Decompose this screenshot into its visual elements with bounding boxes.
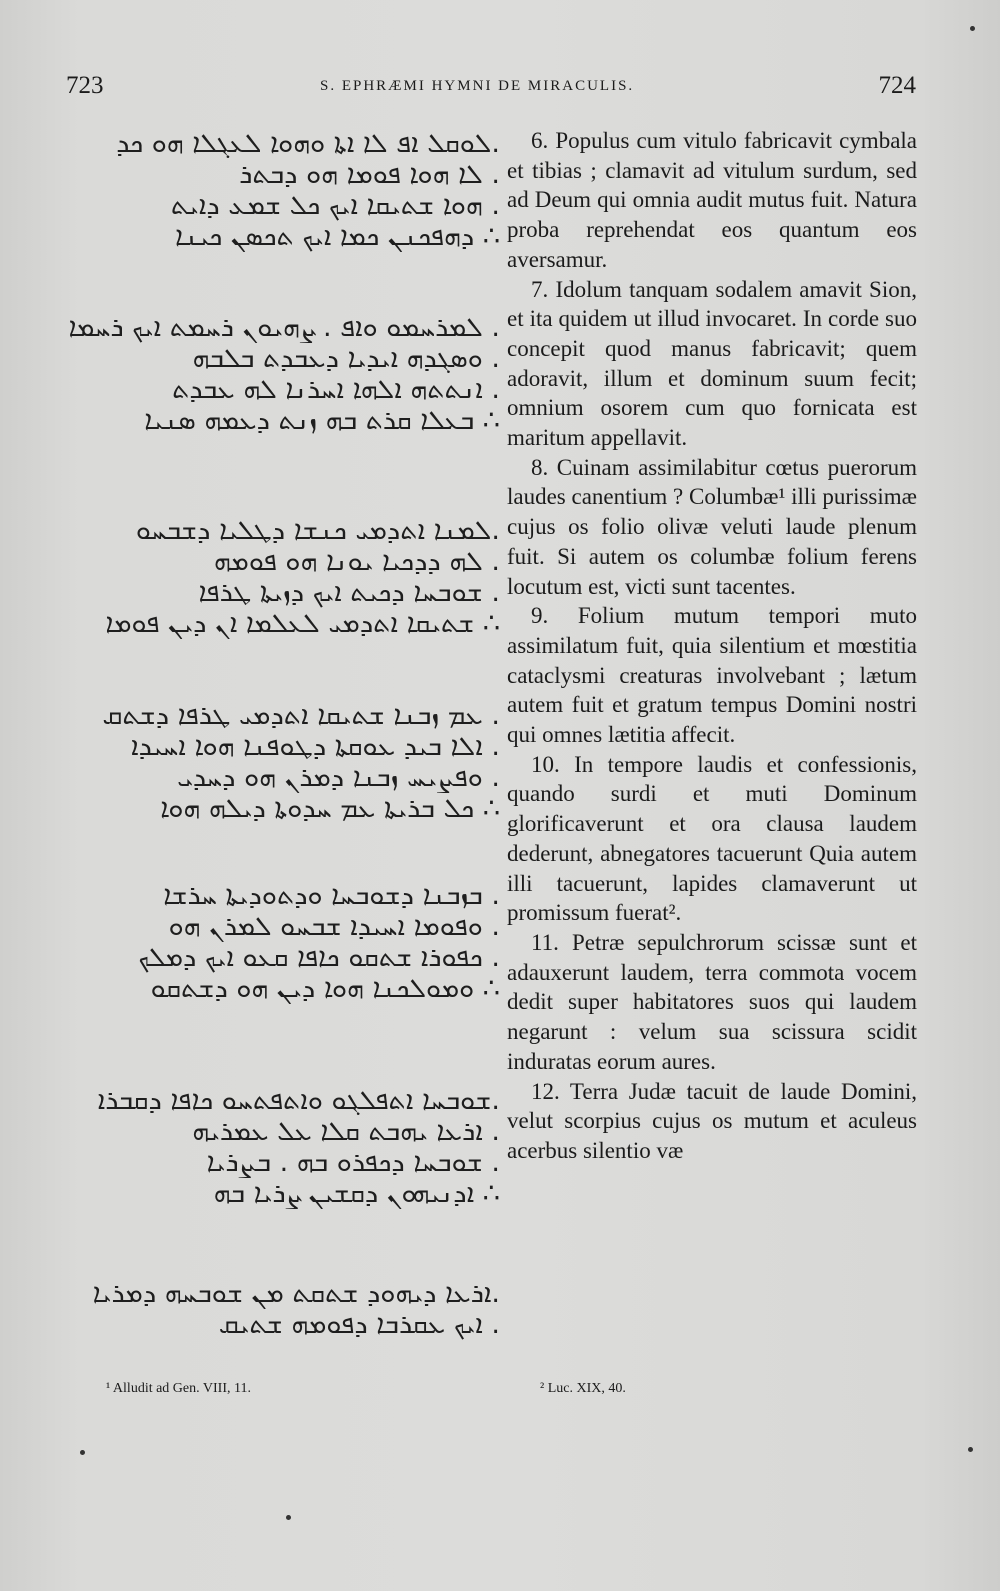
syriac-line: ∴ ܘܡܘܠܟܢܐ ܗܘܐ ܕܝܢ ܗܘ ܕܫܬܩܘ (150, 973, 500, 1004)
syriac-line: . ܠܡܪܚܡܘ ܘܐܦ . ܨܗܝܘܢ ܪܚܡܬ ܐܝܟ ܪܚܡܐ (68, 312, 500, 343)
speck-mark (970, 26, 975, 31)
syriac-line: .ܫܘܒܚܐ ܐܬܦܠܓܘ ܘܐܬܦܬܚܘ ܟܐܦܐ ܕܩܒܪܐ (97, 1085, 500, 1116)
syriac-line: . ܐܝܟ ܥܩܪܒܐ ܕܦܘܡܗ ܫܬܝܩ (218, 1309, 500, 1340)
latin-paragraph-8: 8. Cuinam assimilabitur cœtus puerorum laudes canentium ? Columbæ¹ illi purissimæ cujus os folio olivæ veluti laude plenum fuit. Si autem os columbæ folium ferens locutum est, victi sunt tacentes. (507, 454, 918, 599)
speck-mark (286, 1515, 291, 1520)
syriac-line: . ܠܐ ܗܘܐ ܦܘܡܐ ܗܘ ܕܒܬܪ (239, 159, 500, 190)
latin-paragraph-12: 12. Terra Judæ tacuit de laude Domini, velut scorpius cujus os mutum et aculeus acerbus silentio væ (507, 1078, 917, 1163)
syriac-line: . ܗܘܐ ܫܬܝܩܐ ܐܝܟ ܟܠ ܫܡܥ ܕܐܝܬ (170, 190, 500, 221)
syriac-line: . ܐܠܐ ܒܝܕ ܥܘܩܬܐ ܕܛܘܦܢܐ ܗܘܐ ܐܚܝܕܐ (130, 731, 500, 762)
syriac-line: . ܐܢܬܬܗ ܐܠܗܐ ܐܚܪܢܐ ܠܗ ܥܒܕܬ (172, 374, 500, 405)
syriac-line: . ܥܡ ܙܒܢܐ ܫܬܝܩܐ ܐܬܕܡܝ ܛܪܦܐ ܕܫܬܩ (102, 700, 500, 731)
latin-paragraph-10: 10. In tempore laudis et confessionis, quando surdi et muti Dominum glorificaverunt et ora clausa laudem dederunt, abnegatores tacuerunt Quia autem illi tacuerunt, lapides clamaverunt ut promissum fuerat². (507, 751, 917, 926)
syriac-line: . ܐܪܥܐ ܝܗܒܬ ܩܠܐ ܥܠ ܥܡܪܝܗ (192, 1116, 500, 1147)
latin-column (507, 126, 917, 1166)
syriac-line: . ܟܦܘܪܐ ܫܬܩܘ ܟܐܦܐ ܩܥܘ ܐܝܟ ܕܡܠܟ (138, 942, 500, 973)
latin-paragraph-7: 7. Idolum tanquam sodalem amavit Sion, et ita quidem ut illud invocaret. In corde suo concepit quod manus fabricavit; quem adoravit, illum et dominum suum fecit; omnium osorem cum quo fornicata est maritum appellavit. (507, 276, 917, 451)
syriac-line: . ܫܘܒܚܐ ܕܟܦܪܘ ܒܗ . ܒܨܪܝܐ (206, 1147, 500, 1178)
syriac-line: .ܠܘܩܠ ܐܦ ܠܐ ܐܬܐ ܘܗܘܐ ܠܥܓܠܐ ܗܘ ܟܕ (116, 128, 500, 159)
syriac-footnote: ¹ Alludit ad Gen. VIII, 11. (106, 1381, 251, 1396)
page-number-right: 724 (878, 72, 916, 99)
syriac-line: .ܠܡܢܐ ܐܬܕܡܝ ܟܢܫܐ ܕܛܠܝܐ ܕܫܒܚܘ (135, 515, 500, 546)
syriac-line: . ܘܣܓܕܗ ܐܝܕܝܐ ܕܥܒܕܬ ܒܠܒܗ (192, 343, 500, 374)
syriac-line: . ܘܦܘܡܐ ܐܚܝܕܐ ܫܒܚܘ ܠܡܪܢ ܗܘ (168, 911, 500, 942)
syriac-line: . ܘܦܨܝܚ ܙܒܢܐ ܕܡܪܢ ܗܘ ܕܚܕܝ (177, 762, 500, 793)
syriac-line: . ܫܘܒܚܐ ܕܟܝܬ ܐܝܟ ܕܙܝܬܐ ܛܪܦܐ (198, 577, 500, 608)
running-title: S. EPHRÆMI HYMNI DE MIRACULIS. (320, 78, 635, 94)
syriac-line: . ܠܗ ܕܕܟܝܐ ܝܘܢܐ ܗܘ ܦܘܡܗ (213, 546, 500, 577)
syriac-line: .ܐܪܥܐ ܕܝܗܘܕ ܫܬܩܬ ܡܢ ܫܘܒܚܗ ܕܡܪܝܐ (92, 1278, 500, 1309)
latin-footnote: ² Luc. XIX, 40. (540, 1381, 626, 1396)
latin-paragraph-6: 6. Populus cum vitulo fabricavit cymbala et tibias ; clamavit ad vitulum surdum, sed ad Deum qui omnia audit mutus fuit. Natura proba reprehendat eos quantum eos aversamur. (507, 128, 917, 272)
page-number-left: 723 (66, 72, 104, 99)
latin-paragraph-9: 9. Folium mutum tempori muto assimilatum fuit, quia silentium et mœstitia cataclysmi creaturas involvebant ; lætum autem fuit et gratum tempus Domini nostri qui omnes lætitia affecit. (507, 603, 917, 748)
syriac-line: ∴ ܫܬܝܩܐ ܐܬܕܡܝ ܠܥܠܡܐ ܐܢ ܕܝܢ ܦܘܡܐ (105, 608, 500, 639)
speck-mark (968, 1447, 973, 1452)
syriac-line: . ܒܙܒܢܐ ܕܫܘܒܚܐ ܘܕܬܘܕܝܬܐ ܚܪܫܐ (163, 880, 500, 911)
latin-paragraph-11: 11. Petræ sepulchrorum scissæ sunt et adauxerunt laudem, terra commota vocem dedit super habitatores suos qui laudem negarunt : velum sua scissura scidit induratas eorum aures. (507, 929, 917, 1074)
syriac-line: ∴ ܐܕܢܝܗܘܢ ܕܩܫܝܢ ܨܪܝܐ ܒܗ (213, 1178, 500, 1209)
syriac-line: ∴ ܒܥܠܐ ܩܪܬ ܒܗ ܙܢܬ ܕܥܡܗ ܣܢܝܐ (144, 405, 500, 436)
syriac-line: ∴ ܕܗܦܟܢܢ ܟܡܐ ܐܝܟ ܬܟܣܢ ܟܝܢܐ (175, 221, 500, 252)
speck-mark (80, 1450, 85, 1455)
syriac-line: ∴ ܟܠ ܒܪܝܬܐ ܥܡ ܚܕܘܬܐ ܕܝܠܗ ܗܘܐ (160, 793, 500, 824)
